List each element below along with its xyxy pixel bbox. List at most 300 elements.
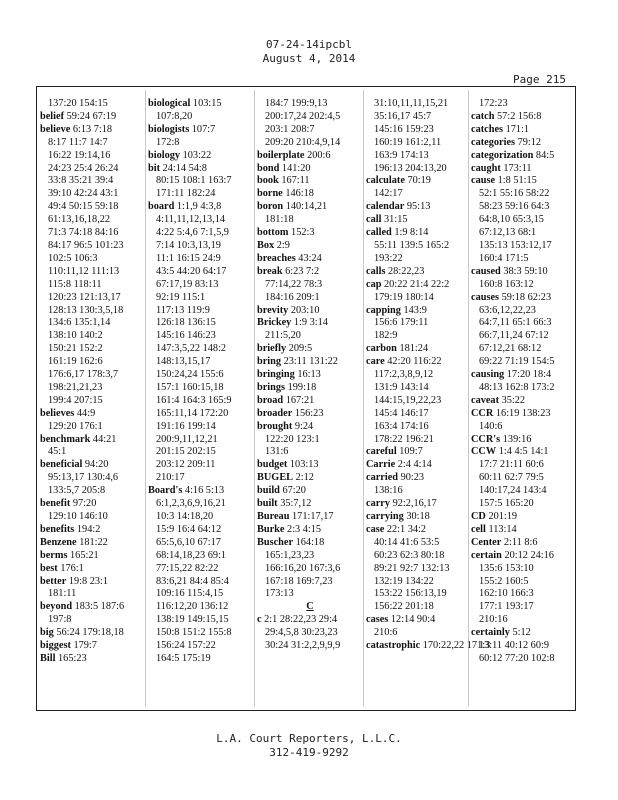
index-column-3 — [257, 98, 363, 653]
page-line-ref: 200:6 — [307, 149, 331, 161]
page-line-refs — [148, 163, 254, 176]
index-entry — [40, 111, 145, 124]
page-line-ref: 181:24 — [399, 343, 429, 355]
page-line-ref: 2:11 8:6 — [503, 536, 538, 548]
index-term: Board's — [148, 485, 183, 497]
index-term: catches — [471, 123, 504, 135]
page-line-ref: 49:4 50:15 59:18 — [48, 201, 119, 213]
index-term: Bill — [40, 652, 56, 664]
index-entry — [471, 369, 574, 395]
page-line-refs — [366, 576, 468, 589]
index-term: built — [257, 498, 278, 510]
page-line-refs — [148, 576, 254, 589]
page-line-ref: 141:20 — [281, 162, 311, 174]
page-line-ref: 61:13,16,18,22 — [48, 214, 111, 226]
page-line-ref: 29:4,5,8 30:23,23 — [265, 627, 338, 639]
page-line-refs — [471, 395, 574, 408]
page-line-refs — [257, 395, 363, 408]
page-line-refs — [148, 227, 254, 240]
page-line-ref: 103:15 — [192, 98, 222, 109]
column-divider — [254, 90, 255, 707]
page-line-refs — [471, 305, 574, 318]
page-line-ref: 155:2 160:5 — [479, 575, 529, 587]
page-line-refs — [257, 588, 363, 601]
page-line-refs — [471, 111, 574, 124]
page-line-ref: 148:13,15,17 — [156, 356, 211, 368]
page-line-ref: 199:18 — [287, 381, 317, 393]
page-line-refs — [366, 163, 468, 176]
page-line-ref: 60:12 77:20 102:8 — [479, 652, 555, 664]
index-entry — [40, 601, 145, 627]
page-line-ref: 16:13 — [297, 369, 321, 381]
page-line-ref: 128:13 130:3,5,18 — [48, 304, 124, 316]
page-line-refs — [366, 588, 468, 601]
page-line-refs — [40, 292, 145, 305]
index-term: carrying — [366, 511, 404, 522]
index-entry — [257, 537, 363, 602]
index-entry — [257, 369, 363, 382]
page-line-ref: 17:20 18:4 — [506, 369, 552, 381]
page-line-refs — [366, 550, 468, 563]
page-line-refs — [257, 369, 363, 382]
page-line-ref: 150:21 152:2 — [48, 343, 103, 355]
page-line-refs — [257, 317, 363, 330]
index-entry — [366, 98, 468, 175]
page-line-ref: 184:16 209:1 — [265, 291, 320, 303]
page-line-ref: 30:24 31:2,2,9,9,9 — [265, 640, 341, 652]
index-column-1 — [40, 98, 145, 666]
page-line-refs — [366, 150, 468, 163]
page-line-refs — [40, 240, 145, 253]
page-line-refs — [40, 175, 145, 188]
page-line-ref: 167:21 — [285, 394, 315, 406]
page-line-ref: 193:22 — [374, 252, 403, 264]
page-line-refs — [471, 614, 574, 627]
index-entry — [40, 537, 145, 550]
header-title: 07-24-14ipcbl — [265, 38, 353, 51]
index-term: Benzene — [40, 536, 77, 548]
page-line-refs — [366, 266, 468, 279]
page-line-ref: 137:20 154:15 — [48, 98, 108, 109]
page-line-ref: 145:16 146:23 — [156, 330, 216, 342]
page-line-refs — [148, 253, 254, 266]
page-line-ref: 107:8,20 — [156, 110, 193, 122]
index-entry — [471, 627, 574, 666]
page-line-ref: 2:4 4:14 — [397, 459, 432, 471]
page-line-ref: 201:19 — [488, 511, 518, 522]
column-divider — [145, 90, 146, 707]
page-line-refs — [366, 563, 468, 576]
page-line-ref: 64:7,11 65:1 66:3 — [479, 317, 552, 329]
page-line-refs — [148, 537, 254, 550]
page-line-refs — [471, 382, 574, 395]
index-term: caveat — [471, 394, 500, 406]
page-line-refs — [40, 369, 145, 382]
index-entry — [148, 150, 254, 163]
page-line-refs — [40, 627, 145, 640]
page-line-ref: 126:18 136:15 — [156, 317, 216, 329]
page-line-refs — [148, 343, 254, 356]
page-line-refs — [471, 253, 574, 266]
index-term: caused — [471, 265, 501, 277]
index-term: calendar — [366, 201, 405, 213]
page-line-ref: 52:1 55:16 58:22 — [479, 188, 550, 200]
page-line-refs — [366, 627, 468, 640]
page-line-refs — [257, 640, 363, 653]
page-line-ref: 11:1 16:15 24:9 — [156, 252, 221, 264]
page-line-ref: 67:17,19 83:13 — [156, 278, 219, 290]
page-line-refs — [148, 137, 254, 150]
page-line-ref: 6:23 7:2 — [285, 265, 320, 277]
page-line-refs — [257, 305, 363, 318]
index-term: big — [40, 627, 54, 639]
page-line-refs — [40, 253, 145, 266]
page-line-ref: 160:8 163:12 — [479, 278, 534, 290]
index-entry — [471, 137, 574, 150]
page-line-refs — [471, 317, 574, 330]
page-line-ref: 1:4 4:5 14:1 — [498, 446, 549, 458]
index-term: believe — [40, 123, 71, 135]
page-line-ref: 31:10,11,11,15,21 — [374, 98, 449, 109]
page-line-refs — [148, 240, 254, 253]
page-line-ref: 24:23 25:4 26:24 — [48, 162, 119, 174]
index-entry — [471, 511, 574, 524]
index-entry — [257, 201, 363, 227]
page-line-refs — [148, 188, 254, 201]
page-line-refs — [40, 459, 145, 472]
page-line-refs — [471, 240, 574, 253]
page-line-refs — [257, 550, 363, 563]
index-term: break — [257, 265, 283, 277]
page-line-refs — [471, 137, 574, 150]
page-line-ref: 140:14,21 — [285, 201, 328, 213]
page-line-refs — [471, 563, 574, 576]
page-number: Page 215 — [513, 73, 566, 86]
index-entry — [257, 382, 363, 395]
page-line-ref: 68:14,18,23 69:1 — [156, 549, 227, 561]
page-line-ref: 44:9 — [76, 407, 96, 419]
index-term: Carrie — [366, 459, 396, 471]
page-line-refs — [471, 124, 574, 137]
page-line-refs — [40, 227, 145, 240]
index-term: build — [257, 485, 280, 497]
index-entry — [471, 446, 574, 511]
page-line-ref: 152:3 — [291, 227, 315, 239]
page-line-refs — [40, 98, 145, 111]
page-line-ref: 109:7 — [399, 446, 423, 458]
page-line-ref: 183:5 187:6 — [74, 601, 125, 613]
page-line-refs — [148, 485, 254, 498]
index-term: belief — [40, 110, 65, 122]
page-line-ref: 179:7 — [73, 640, 97, 652]
index-term: broader — [257, 407, 293, 419]
page-line-ref: 157:5 165:20 — [479, 498, 534, 510]
index-entry — [148, 201, 254, 485]
page-line-ref: 182:9 — [374, 330, 398, 342]
page-line-refs — [257, 279, 363, 292]
page-line-ref: 71:3 74:18 84:16 — [48, 227, 119, 239]
page-line-refs — [366, 98, 468, 111]
page-line-ref: 143:9 — [403, 304, 427, 316]
page-line-refs — [40, 201, 145, 214]
page-line-refs — [257, 485, 363, 498]
index-term: cap — [366, 278, 382, 290]
index-entry — [257, 395, 363, 408]
page-line-ref: 150:24,24 155:6 — [156, 369, 224, 381]
page-line-refs — [257, 576, 363, 589]
index-term: cause — [471, 175, 496, 187]
index-term: catastrophic — [366, 640, 421, 652]
page-line-ref: 199:4 207:15 — [48, 394, 103, 406]
index-entry — [471, 98, 574, 111]
index-term: Box — [257, 239, 275, 251]
index-entry — [40, 459, 145, 498]
index-entry — [40, 576, 145, 602]
page-line-refs — [148, 563, 254, 576]
index-entry — [471, 550, 574, 627]
page-line-ref: 211:5,20 — [265, 330, 301, 342]
index-term: called — [366, 227, 392, 239]
page-line-refs — [148, 175, 254, 188]
index-term: careful — [366, 446, 397, 458]
page-line-refs — [366, 395, 468, 408]
index-entry — [40, 653, 145, 666]
page-line-refs — [257, 343, 363, 356]
index-term: catch — [471, 110, 495, 122]
index-term: bring — [257, 356, 282, 368]
page-line-refs — [257, 201, 363, 214]
page-line-refs — [148, 279, 254, 292]
page-line-refs — [471, 576, 574, 589]
page-line-ref: 166:16,20 167:3,6 — [265, 562, 341, 574]
page-line-refs — [257, 434, 363, 447]
page-line-ref: 5:12 — [512, 627, 531, 639]
index-term: call — [366, 214, 382, 226]
index-term: better — [40, 575, 67, 587]
page-line-refs — [366, 292, 468, 305]
index-entry — [471, 111, 574, 124]
page-line-refs — [148, 601, 254, 614]
page-line-ref: 17:7 21:11 60:6 — [479, 459, 544, 471]
page-line-ref: 210:17 — [156, 472, 185, 484]
page-line-ref: 172:23 — [479, 98, 508, 109]
index-term: bringing — [257, 369, 295, 381]
index-column-2 — [148, 98, 254, 666]
page-line-refs — [40, 214, 145, 227]
page-line-refs — [40, 408, 145, 421]
page-line-ref: 176:6,17 178:3,7 — [48, 369, 119, 381]
page-line-ref: 145:4 146:17 — [374, 407, 429, 419]
index-term: carbon — [366, 343, 397, 355]
page-line-ref: 140:6 — [479, 420, 503, 432]
index-entry — [366, 175, 468, 201]
page-line-refs — [471, 214, 574, 227]
index-entry — [471, 395, 574, 408]
page-line-ref: 160:19 161:2,11 — [374, 136, 442, 148]
page-line-ref: 129:20 176:1 — [48, 420, 103, 432]
page-line-ref: 12:14 90:4 — [390, 614, 436, 626]
page-line-refs — [40, 382, 145, 395]
page-line-ref: 113:14 — [488, 523, 517, 535]
index-term: bit — [148, 162, 161, 174]
index-term: cases — [366, 614, 389, 626]
index-entry — [257, 511, 363, 524]
index-term: bond — [257, 162, 280, 174]
footer-reporter: L.A. Court Reporters, L.L.C. — [216, 732, 402, 745]
page-line-ref: 201:15 202:15 — [156, 446, 216, 458]
page-line-refs — [40, 434, 145, 447]
page-line-ref: 40:14 41:6 53:5 — [374, 536, 440, 548]
page-line-refs — [40, 640, 145, 653]
page-line-ref: 171:17,17 — [292, 511, 334, 522]
page-line-refs — [471, 446, 574, 459]
page-line-ref: 209:5 — [288, 343, 313, 355]
index-term: BUGEL — [257, 472, 294, 484]
index-entry — [257, 343, 363, 356]
page-line-ref: 70:19 — [407, 175, 431, 187]
page-line-ref: 22:1 34:2 — [386, 523, 427, 535]
page-line-ref: 57:2 156:8 — [497, 110, 542, 122]
page-line-refs — [257, 614, 363, 627]
page-line-refs — [366, 137, 468, 150]
page-line-ref: 15:9 16:4 64:12 — [156, 523, 222, 535]
page-line-refs — [40, 279, 145, 292]
index-entry — [40, 98, 145, 111]
page-line-refs — [366, 485, 468, 498]
index-term: CCR's — [471, 433, 501, 445]
page-line-ref: 173:11 — [503, 162, 532, 174]
page-line-ref: 1:8 51:15 — [497, 175, 537, 187]
index-term: believes — [40, 407, 75, 419]
page-line-refs — [148, 524, 254, 537]
page-line-refs — [471, 188, 574, 201]
page-line-ref: 138:10 140:2 — [48, 330, 103, 342]
page-line-refs — [40, 137, 145, 150]
page-line-refs — [366, 498, 468, 511]
index-entry — [40, 563, 145, 576]
page-line-ref: 134:6 135:1,14 — [48, 317, 111, 329]
index-term: biology — [148, 149, 181, 161]
page-line-refs — [148, 124, 254, 137]
page-line-ref: 120:23 121:13,17 — [48, 291, 121, 303]
page-line-ref: 95:13,17 130:4,6 — [48, 472, 119, 484]
page-line-ref: 58:23 59:16 64:3 — [479, 201, 550, 213]
page-line-ref: 156:22 201:18 — [374, 601, 434, 613]
index-entry — [366, 305, 468, 344]
page-line-refs — [471, 292, 574, 305]
page-line-ref: 10:3 14:18,20 — [156, 511, 214, 522]
page-line-ref: 90:23 — [400, 472, 425, 484]
page-line-refs — [257, 498, 363, 511]
page-line-refs — [366, 408, 468, 421]
page-line-refs — [471, 601, 574, 614]
index-entry — [148, 163, 254, 202]
page-line-refs — [257, 188, 363, 201]
page-line-refs — [366, 356, 468, 369]
page-line-ref: 95:13 — [406, 201, 431, 213]
index-entry — [257, 150, 363, 163]
page-line-refs — [148, 292, 254, 305]
page-line-refs — [40, 305, 145, 318]
page-line-refs — [257, 511, 363, 524]
page-line-refs — [366, 111, 468, 124]
index-term: broad — [257, 394, 284, 406]
page-line-ref: 171:11 182:24 — [156, 188, 216, 200]
index-entry — [471, 124, 574, 137]
index-entry — [257, 240, 363, 253]
index-term: beyond — [40, 601, 73, 613]
page-line-refs — [40, 653, 145, 666]
page-line-ref: 132:19 134:22 — [374, 575, 434, 587]
page-line-refs — [40, 124, 145, 137]
page-line-ref: 107:7 — [191, 123, 216, 135]
page-line-refs — [471, 588, 574, 601]
page-line-refs — [40, 163, 145, 176]
index-column-5 — [471, 98, 574, 666]
page-line-ref: 1:9 3:14 — [293, 317, 328, 329]
page-line-refs — [471, 279, 574, 292]
page-line-refs — [257, 124, 363, 137]
page-line-refs — [257, 356, 363, 369]
page-line-ref: 135:6 153:10 — [479, 562, 534, 574]
page-line-ref: 43:24 — [298, 252, 322, 264]
page-line-refs — [257, 382, 363, 395]
page-line-refs — [148, 111, 254, 124]
index-term: boron — [257, 201, 284, 213]
page-line-ref: 165:11,14 172:20 — [156, 407, 229, 419]
page-line-ref: 103:13 — [289, 459, 319, 471]
page-line-ref: 35:16,17 45:7 — [374, 110, 432, 122]
page-line-ref: 89:21 92:7 132:13 — [374, 562, 450, 574]
header-date: August 4, 2014 — [262, 52, 356, 65]
page-line-ref: 110:11,12 111:13 — [48, 265, 120, 277]
page-line-ref: 28:22,23 — [388, 265, 425, 277]
index-term: CCR — [471, 407, 494, 419]
page-line-ref: 138:19 149:15,15 — [156, 614, 229, 626]
page-line-ref: 181:11 — [48, 588, 77, 600]
page-line-refs — [257, 408, 363, 421]
index-entry — [366, 201, 468, 214]
index-entry — [366, 214, 468, 227]
page-line-ref: 165:23 — [58, 652, 87, 664]
index-term: care — [366, 356, 385, 368]
page-line-refs — [366, 317, 468, 330]
page-line-refs — [366, 382, 468, 395]
page-line-ref: 19:8 23:1 — [68, 575, 109, 587]
page-line-refs — [148, 421, 254, 434]
page-line-refs — [40, 446, 145, 459]
page-line-ref: 115:8 118:11 — [48, 278, 102, 290]
page-line-refs — [40, 588, 145, 601]
page-line-refs — [257, 253, 363, 266]
page-line-ref: 171:1 — [505, 123, 530, 135]
page-line-refs — [148, 266, 254, 279]
page-line-ref: 139:16 — [502, 433, 532, 445]
index-term: Bureau — [257, 511, 290, 522]
page-line-refs — [471, 369, 574, 382]
column-divider — [363, 90, 364, 707]
index-entry — [148, 98, 254, 124]
page-line-ref: 48:13 162:8 173:2 — [479, 381, 555, 393]
page-line-refs — [40, 601, 145, 614]
page-line-refs — [471, 227, 574, 240]
page-line-refs — [257, 563, 363, 576]
page-line-ref: 173:13 — [265, 588, 294, 600]
page-line-ref: 181:22 — [79, 536, 108, 548]
page-line-refs — [471, 150, 574, 163]
index-entry — [366, 356, 468, 446]
index-entry — [257, 227, 363, 240]
